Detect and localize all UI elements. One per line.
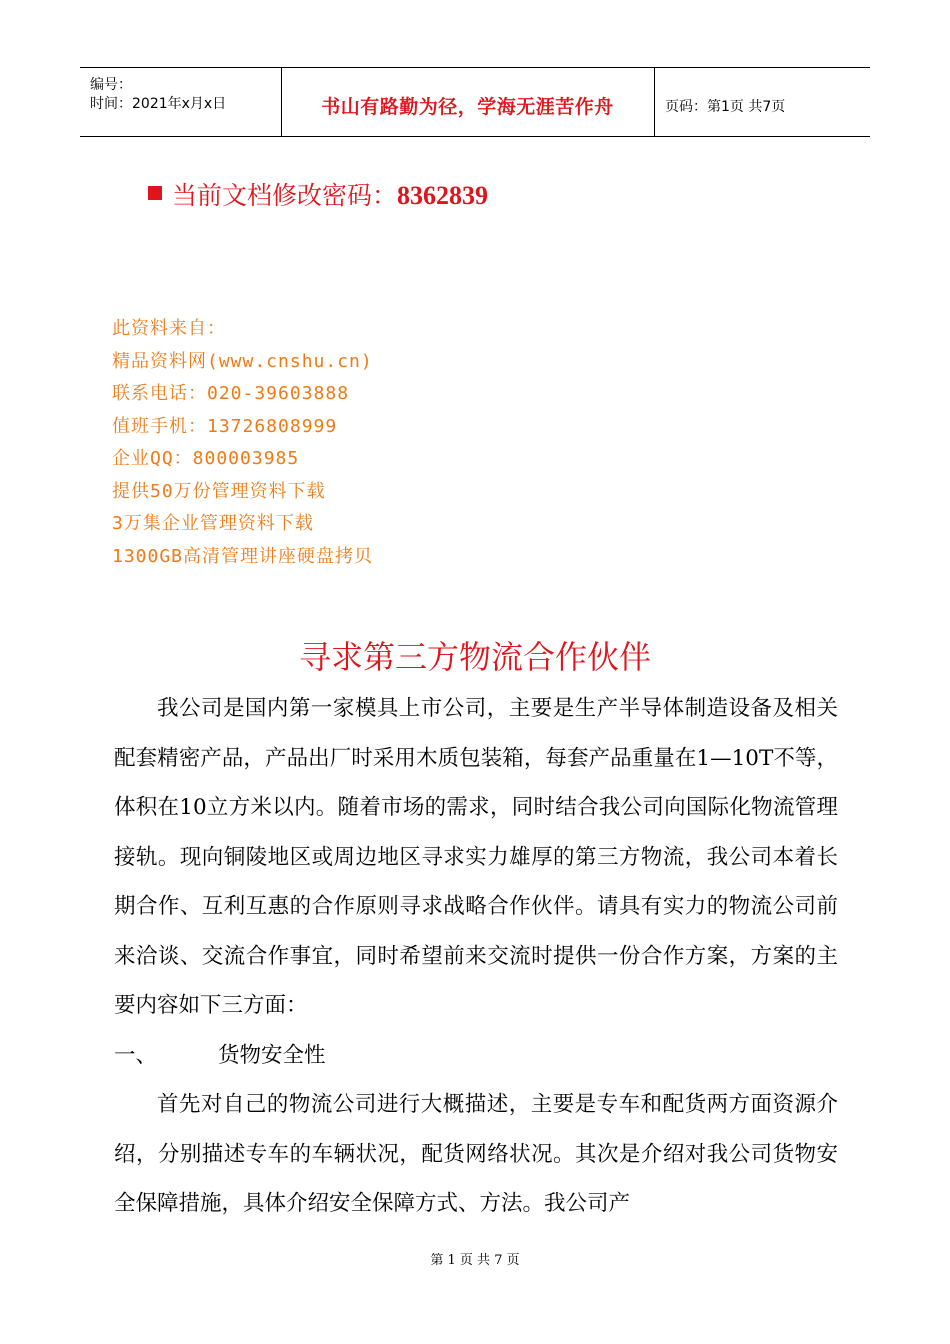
source-line: 值班手机：13726808999: [112, 415, 338, 437]
password-label: 当前文档修改密码：: [172, 181, 398, 210]
section-paragraph: 首先对自己的物流公司进行大概描述，主要是专车和配货两方面资源介绍，分别描述专车的车辆状况，配货网络状况。其次是介绍对我公司货物安全保障措施，具体介绍安全保障方式、方法。我公司产: [114, 1092, 838, 1216]
source-line: 联系电话：020-39603888: [112, 383, 350, 404]
page-footer: 第 1 页 共 7 页: [430, 1253, 520, 1268]
doc-time-label: 时间：2021年x月x日: [90, 96, 227, 112]
source-line: 精品资料网(www.cnshu.cn): [112, 350, 373, 372]
header-motto: 书山有路勤为径，学海无涯苦作舟: [321, 96, 614, 118]
password-line: [148, 176, 488, 212]
header-page-label: 页码：第1页 共7页: [665, 99, 786, 115]
section-title: 货物安全性: [218, 1042, 326, 1068]
source-line: 企业QQ：800003985: [112, 448, 300, 469]
section-number: 一、: [114, 1042, 158, 1068]
doc-number-label: 编号：: [90, 77, 132, 93]
header-meta-cell: [80, 68, 282, 136]
header-page-cell: [655, 68, 870, 136]
header-table: [80, 67, 870, 137]
source-info: [112, 313, 373, 573]
password-code: 8362839: [397, 181, 489, 210]
document-body: [114, 684, 838, 1229]
document-title: 寻求第三方物流合作伙伴: [298, 638, 651, 676]
source-line: 3万集企业管理资料下载: [112, 513, 314, 534]
source-line: 此资料来自：: [112, 318, 226, 339]
source-line: 1300GB高清管理讲座硬盘拷贝: [112, 545, 374, 567]
bullet-square-icon: [148, 186, 162, 200]
header-motto-cell: [281, 68, 655, 136]
intro-paragraph: 我公司是国内第一家模具上市公司，主要是生产半导体制造设备及相关配套精密产品，产品出厂时采用木质包装箱，每套产品重量在1—10T不等，体积在10立方米以内。随着市场的需求，同时结合我公司向国际化物流管理接轨。现向铜陵地区或周边地区寻求实力雄厚的第三方物流，我公司本着长期合作、互利互惠的合作原则寻求战略合作伙伴。请具有实力的物流公司前来洽谈、交流合作事宜，同时希望前来交流时提供一份合作方案，方案的主要内容如下三方面：: [114, 696, 838, 1018]
section-heading: [114, 1031, 838, 1081]
source-line: 提供50万份管理资料下载: [112, 480, 326, 502]
